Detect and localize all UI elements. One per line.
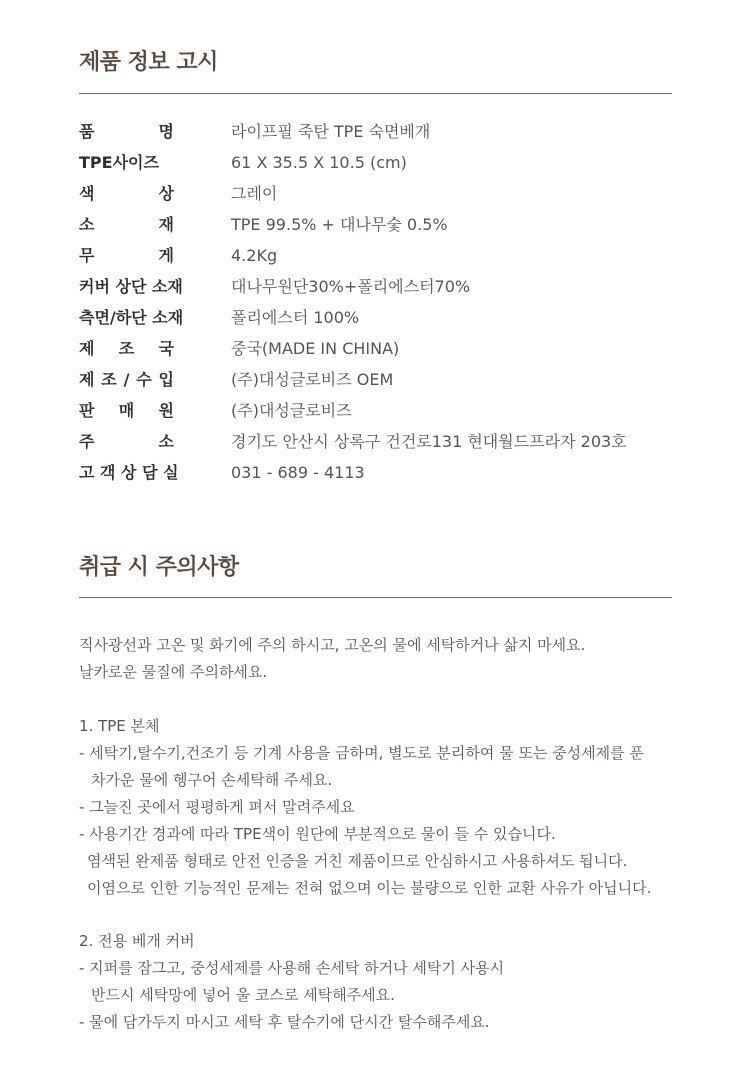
care-divider xyxy=(79,597,672,598)
care-tpe-line: 이염으로 인한 기능적인 문제는 전혀 없으며 이는 불량으로 인한 교환 사유가 아닙니다. xyxy=(87,879,652,897)
care-tpe-line: - 사용기간 경과에 따라 TPE색이 원단에 부분적으로 물이 들 수 있습니다. xyxy=(79,825,556,843)
spec-label: 색 상 xyxy=(79,184,174,203)
care-cover-line: 반드시 세탁망에 넣어 울 코스로 세탁해주세요. xyxy=(91,986,395,1004)
spec-row xyxy=(79,271,672,302)
spec-label: TPE사이즈 xyxy=(79,153,159,172)
spec-row xyxy=(79,302,672,333)
spec-row xyxy=(79,240,672,271)
spec-row xyxy=(79,364,672,395)
care-tpe-section xyxy=(79,713,679,902)
spec-value: (주)대성글로비즈 OEM xyxy=(231,370,394,389)
spec-label: 측면/하단 소재 xyxy=(79,308,184,327)
spec-value: 대나무원단30%+폴리에스터70% xyxy=(231,277,471,296)
care-intro xyxy=(79,632,679,686)
spec-label: 무 게 xyxy=(79,246,174,265)
spec-row xyxy=(79,333,672,364)
product-info-title: 제품 정보 고시 xyxy=(79,50,218,75)
care-intro-line: 날카로운 물질에 주의하세요. xyxy=(79,663,268,681)
spec-label: 판 매 원 xyxy=(79,401,174,420)
spec-label: 고 객 상 담 실 xyxy=(79,463,179,482)
product-info-table xyxy=(79,116,672,488)
care-cover-heading: 2. 전용 베개 커버 xyxy=(79,932,195,950)
spec-row xyxy=(79,457,672,488)
spec-value: 폴리에스터 100% xyxy=(231,308,360,327)
spec-value: 031 - 689 - 4113 xyxy=(231,463,365,482)
spec-value: 라이프필 죽탄 TPE 숙면베개 xyxy=(231,122,431,141)
spec-value: 그레이 xyxy=(231,184,278,203)
care-tpe-heading: 1. TPE 본체 xyxy=(79,717,160,735)
spec-value: (주)대성글로비즈 xyxy=(231,401,352,420)
spec-label: 제 조 / 수 입 xyxy=(79,370,174,389)
spec-label: 제 조 국 xyxy=(79,339,174,358)
care-tpe-line: - 그늘진 곳에서 평평하게 펴서 말려주세요 xyxy=(79,798,355,816)
spec-label: 품 명 xyxy=(79,122,174,141)
care-cover-section xyxy=(79,928,679,1036)
care-tpe-line: 염색된 완제품 형태로 안전 인증을 거친 제품이므로 안심하시고 사용하셔도 됩니다. xyxy=(87,852,628,870)
spec-row xyxy=(79,116,672,147)
spec-label: 커버 상단 소재 xyxy=(79,277,183,296)
spec-value: TPE 99.5% + 대나무숯 0.5% xyxy=(231,215,448,234)
spec-value: 중국(MADE IN CHINA) xyxy=(231,339,400,358)
spec-row xyxy=(79,209,672,240)
care-tpe-line: - 세탁기,탈수기,건조기 등 기계 사용을 금하며, 별도로 분리하여 물 또는 중성세제를 푼 xyxy=(79,744,644,762)
product-info-divider xyxy=(79,93,672,94)
spec-value: 경기도 안산시 상록구 건건로131 현대월드프라자 203호 xyxy=(231,432,627,451)
spec-value: 61 X 35.5 X 10.5 (cm) xyxy=(231,153,407,172)
care-cover-line: - 물에 담가두지 마시고 세탁 후 탈수기에 단시간 탈수해주세요. xyxy=(79,1013,490,1031)
spec-label: 주 소 xyxy=(79,432,174,451)
care-intro-line: 직사광선과 고온 및 화기에 주의 하시고, 고온의 물에 세탁하거나 삶지 마세요. xyxy=(79,636,586,654)
spec-row xyxy=(79,395,672,426)
spec-row xyxy=(79,426,672,457)
spec-row xyxy=(79,147,672,178)
spec-label: 소 재 xyxy=(79,215,174,234)
spec-row xyxy=(79,178,672,209)
care-cover-line: - 지퍼를 잠그고, 중성세제를 사용해 손세탁 하거나 세탁기 사용시 xyxy=(79,959,505,977)
care-title: 취급 시 주의사항 xyxy=(79,555,239,580)
care-tpe-line: 차가운 물에 헹구어 손세탁해 주세요. xyxy=(91,771,333,789)
spec-value: 4.2Kg xyxy=(231,246,278,265)
